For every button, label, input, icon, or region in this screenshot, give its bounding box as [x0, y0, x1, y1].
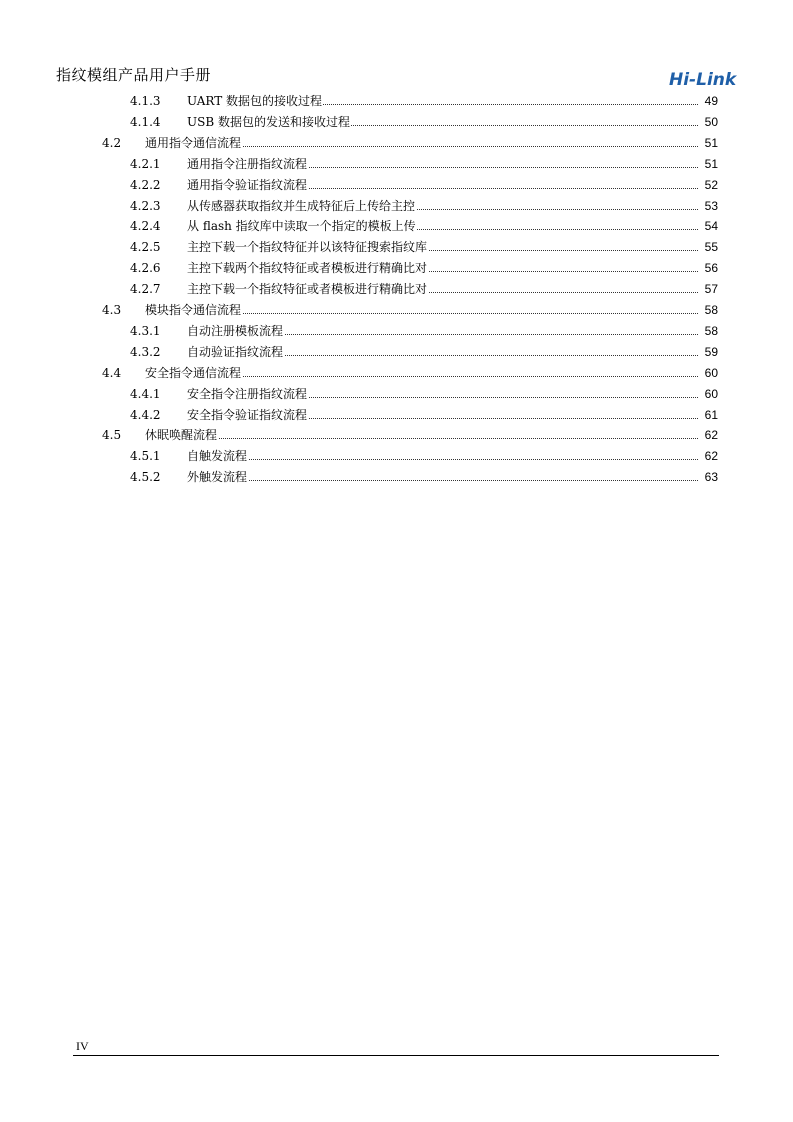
toc-entry-number: 4.2.5 [130, 240, 161, 255]
toc-entry-title: 外触发流程 [187, 467, 248, 487]
toc-entry[interactable] [0, 467, 793, 487]
toc-entry-number: 4.2.7 [130, 282, 161, 297]
toc-entry-title: 通用指令注册指纹流程 [187, 154, 308, 174]
toc-entry-title: 自触发流程 [187, 446, 248, 466]
toc-entry[interactable] [0, 175, 793, 195]
toc-entry-number: 4.4.2 [130, 407, 161, 422]
toc-entry-page: 51 [704, 156, 718, 171]
toc-entry-number: 4.1.4 [130, 114, 161, 129]
toc-entry-page: 61 [704, 407, 718, 422]
toc-entry-number: 4.3.2 [130, 344, 161, 359]
toc-entry[interactable] [0, 237, 793, 257]
toc-entry-number: 4.2.1 [130, 156, 161, 171]
toc-entry-number: 4.2 [102, 135, 122, 150]
toc-entry-page: 54 [704, 219, 718, 234]
toc-entry-number: 4.2.2 [130, 177, 161, 192]
toc-entry-number: 4.3 [102, 303, 122, 317]
toc-entry-page: 58 [704, 303, 718, 317]
footer-page-number: IV [76, 1039, 89, 1053]
toc-entry-page: 52 [704, 177, 718, 192]
toc-entry-page: 60 [704, 365, 718, 380]
toc-entry-title: 安全指令验证指纹流程 [187, 405, 308, 425]
toc-dot-leader [187, 480, 698, 481]
toc-dot-leader [187, 459, 698, 460]
toc-entry-page: 62 [704, 449, 718, 464]
svg-text:Hi-Link: Hi-Link [669, 70, 737, 90]
toc-entry-page: 57 [704, 282, 718, 297]
toc-entry-number: 4.4.1 [130, 386, 161, 401]
toc-entry-page: 50 [704, 114, 718, 129]
toc-entry-number: 4.2.3 [130, 198, 161, 213]
toc-entry[interactable] [0, 405, 793, 425]
toc-entry-title: 主控下载一个指纹特征或者模板进行精确比对 [187, 279, 428, 299]
toc-entry-title: 休眠唤醒流程 [145, 425, 218, 445]
toc-entry[interactable] [0, 342, 793, 362]
toc-entry-title: USB 数据包的发送和接收过程 [187, 112, 351, 132]
toc-dot-leader [145, 438, 698, 439]
toc-entry-title: 模块指令通信流程 [145, 300, 242, 320]
toc-entry[interactable] [0, 425, 793, 445]
toc-entry-number: 4.2.6 [130, 261, 161, 276]
toc-entry-title: 从 flash 指纹库中读取一个指定的模板上传 [187, 216, 417, 236]
toc-entry-title: 通用指令验证指纹流程 [187, 175, 308, 195]
toc-entry-page: 62 [704, 428, 718, 443]
toc-entry-number: 4.1.3 [130, 94, 161, 108]
toc-entry-page: 53 [704, 198, 718, 213]
toc-entry[interactable] [0, 258, 793, 278]
footer-divider [73, 1055, 719, 1056]
toc-entry[interactable] [0, 196, 793, 216]
toc-entry[interactable] [0, 133, 793, 153]
document-title: 指纹模组产品用户手册 [56, 66, 212, 84]
toc-entry[interactable] [0, 112, 793, 132]
toc-entry-title: 安全指令通信流程 [145, 363, 242, 383]
toc-entry-page: 63 [704, 470, 718, 485]
toc-entry-number: 4.5.2 [130, 470, 161, 485]
toc-entry-number: 4.3.1 [130, 323, 161, 338]
toc-entry-title: 从传感器获取指纹并生成特征后上传给主控 [187, 196, 416, 216]
toc-entry[interactable] [0, 300, 793, 320]
toc-entry-number: 4.2.4 [130, 219, 161, 234]
toc-entry-title: 通用指令通信流程 [145, 133, 242, 153]
toc-entry-number: 4.4 [102, 365, 122, 380]
toc-entry-title: UART 数据包的接收过程 [187, 91, 323, 111]
toc-entry[interactable] [0, 154, 793, 174]
toc-entry[interactable] [0, 363, 793, 383]
toc-entry-page: 59 [704, 344, 718, 359]
toc-entry-page: 55 [704, 240, 718, 255]
toc-entry-page: 56 [704, 261, 718, 276]
toc-entry-title: 自动注册模板流程 [187, 321, 284, 341]
toc-entry-page: 58 [704, 323, 718, 338]
toc-entry[interactable] [0, 384, 793, 404]
hi-link-logo [667, 68, 745, 90]
toc-entry-page: 60 [704, 386, 718, 401]
toc-entry[interactable] [0, 91, 793, 111]
toc-entry-number: 4.5 [102, 428, 122, 443]
toc-entry[interactable] [0, 321, 793, 341]
toc-entry-page: 51 [704, 135, 718, 150]
toc-entry-title: 安全指令注册指纹流程 [187, 384, 308, 404]
toc-entry-title: 主控下载两个指纹特征或者模板进行精确比对 [187, 258, 428, 278]
toc-entry-number: 4.5.1 [130, 449, 161, 464]
toc-entry-title: 自动验证指纹流程 [187, 342, 284, 362]
toc-entry-page: 49 [704, 94, 718, 108]
toc-entry[interactable] [0, 279, 793, 299]
toc-entry[interactable] [0, 216, 793, 236]
toc-entry[interactable] [0, 446, 793, 466]
toc-entry-title: 主控下载一个指纹特征并以该特征搜索指纹库 [187, 237, 428, 257]
